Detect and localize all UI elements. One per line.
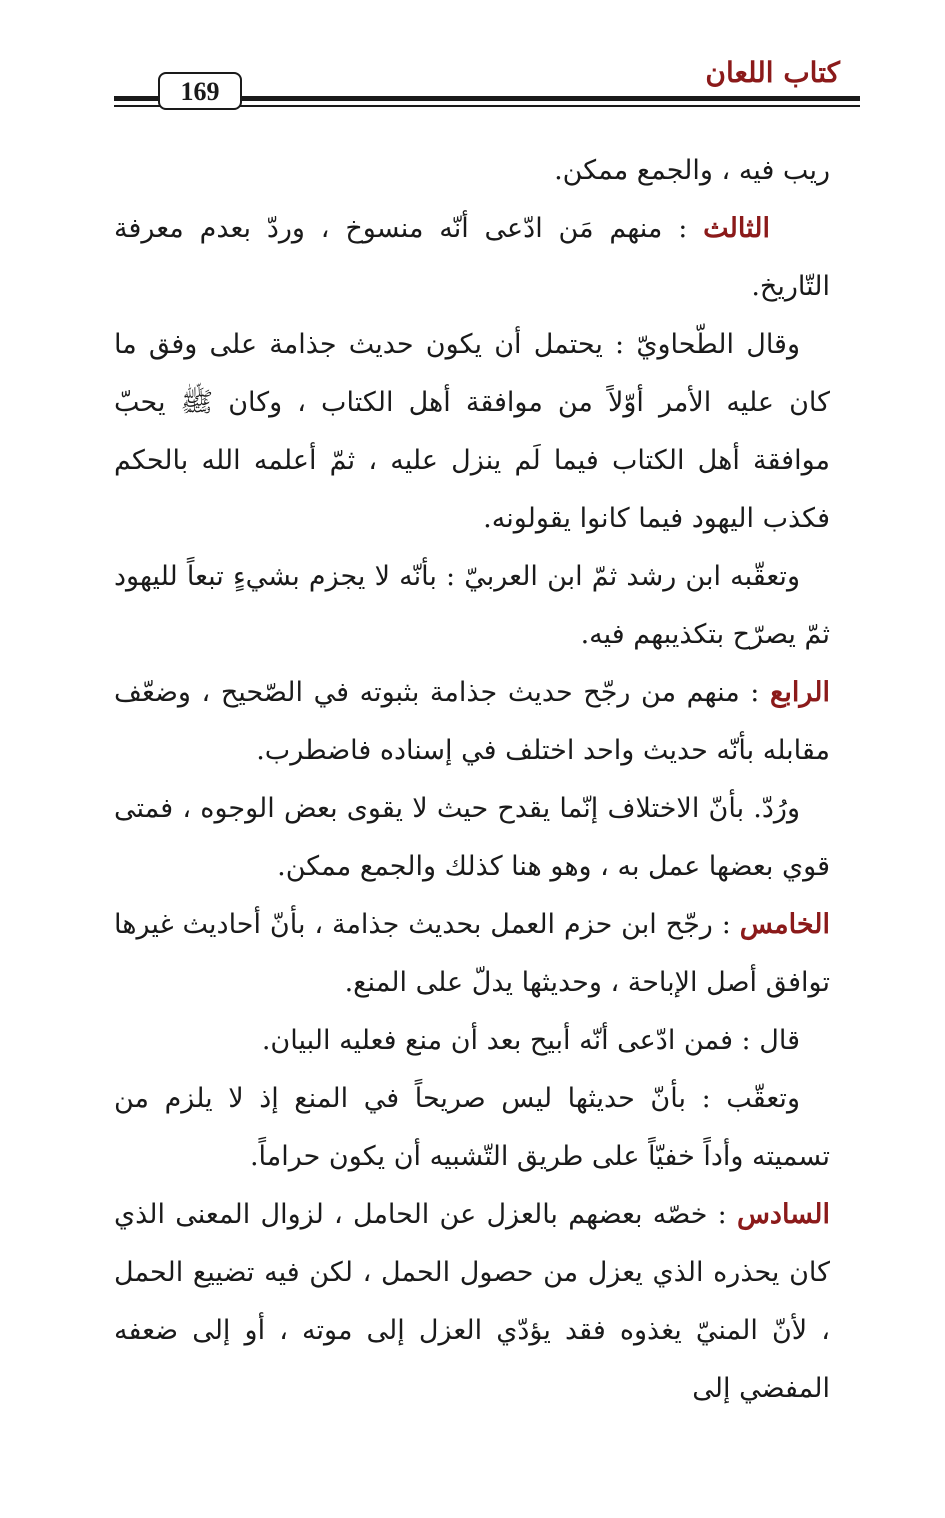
paragraph-text: ورُدّ. بأنّ الاختلاف إنّما يقدح حيث لا يقوى بعض الوجوه ، فمتى قوي بعضها عمل به ، وهو هنا كذلك والجمع ممكن. xyxy=(114,793,830,882)
body-text xyxy=(114,142,830,1418)
paragraph xyxy=(114,664,830,780)
paragraph-text: : منهم من رجّح حديث جذامة بثبوته في الصّحيح ، وضعّف مقابله بأنّه حديث واحد اختلف في إسناده فاضطرب. xyxy=(114,677,830,766)
paragraph-text: : خصّه بعضهم بالعزل عن الحامل ، لزوال المعنى الذي كان يحذره الذي يعزل من حصول الحمل ، لكن فيه تضييع الحمل ، لأنّ المنيّ يغذوه فقد يؤدّي العزل إلى موته ، أو إلى ضعفه المفضي إلى xyxy=(114,1199,830,1404)
chapter-title: كتاب اللعان xyxy=(705,56,840,89)
paragraph xyxy=(114,896,830,1012)
section-label: الخامس xyxy=(739,909,830,940)
paragraph xyxy=(114,142,830,200)
paragraph-text: وتعقّب : بأنّ حديثها ليس صريحاً في المنع إذ لا يلزم من تسميته وأداً خفيّاً على طريق التّشبيه أن يكون حراماً. xyxy=(114,1083,830,1172)
paragraph xyxy=(114,1070,830,1186)
paragraph xyxy=(114,200,830,316)
paragraph-text: : منهم مَن ادّعى أنّه منسوخ ، وردّ بعدم معرفة التّاريخ. xyxy=(114,213,830,302)
paragraph xyxy=(114,548,830,664)
section-label: السادس xyxy=(736,1199,830,1230)
page-header xyxy=(114,52,860,116)
paragraph-text: وتعقّبه ابن رشد ثمّ ابن العربيّ : بأنّه لا يجزم بشيءٍ تبعاً لليهود ثمّ يصرّح بتكذيبهم فيه. xyxy=(114,561,830,650)
paragraph xyxy=(114,1186,830,1418)
page-number: 169 xyxy=(158,72,242,110)
paragraph-text: ريب فيه ، والجمع ممكن. xyxy=(554,155,830,186)
paragraph xyxy=(114,780,830,896)
paragraph-text: قال : فمن ادّعى أنّه أبيح بعد أن منع فعليه البيان. xyxy=(261,1025,800,1056)
paragraph-text: : رجّح ابن حزم العمل بحديث جذامة ، بأنّ أحاديث غيرها توافق أصل الإباحة ، وحديثها يدلّ على المنع. xyxy=(114,909,830,998)
section-label: الثالث xyxy=(703,213,770,244)
paragraph-text: وقال الطّحاويّ : يحتمل أن يكون حديث جذامة على وفق ما كان عليه الأمر أوّلاً من موافقة أهل الكتاب ، وكان ﷺ يحبّ موافقة أهل الكتاب فيما لَم ينزل عليه ، ثمّ أعلمه الله بالحكم فكذب اليهود فيما كانوا يقولونه. xyxy=(114,329,830,534)
section-label: الرابع xyxy=(769,677,830,708)
paragraph xyxy=(114,1012,830,1070)
paragraph xyxy=(114,316,830,548)
